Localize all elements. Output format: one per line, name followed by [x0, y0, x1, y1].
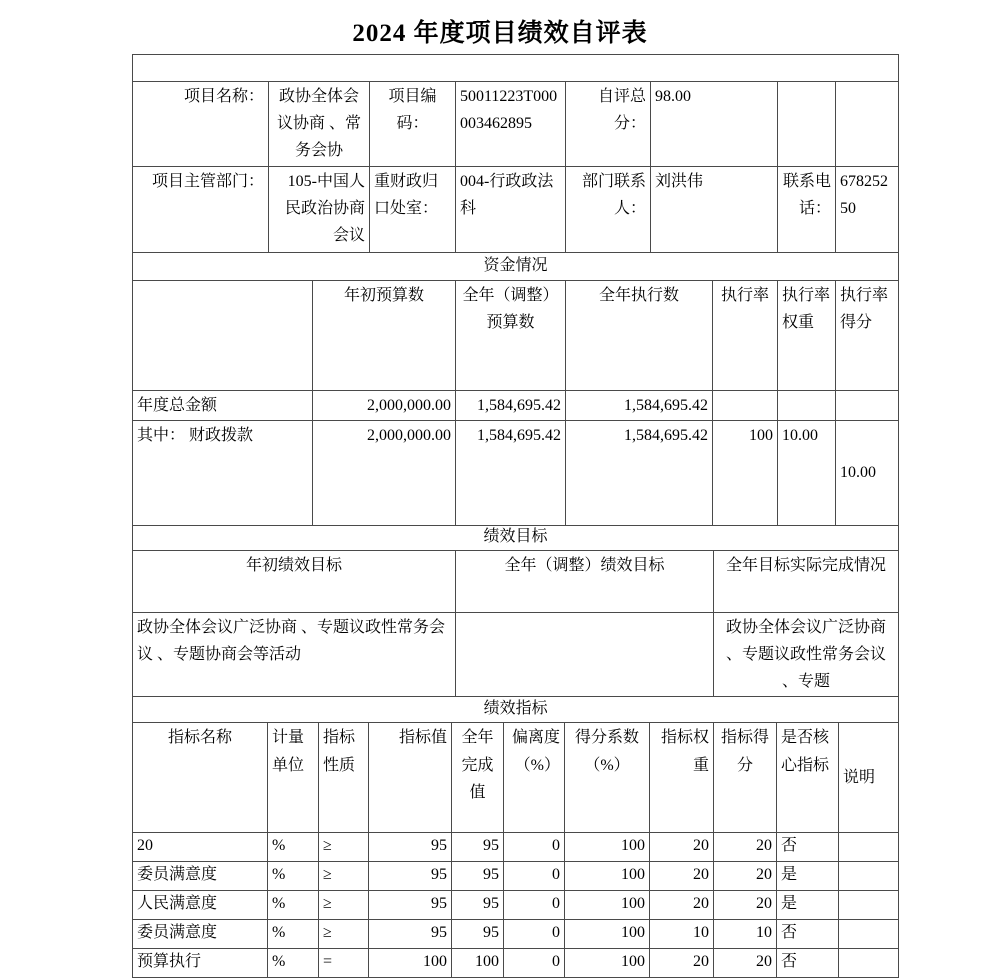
- goals-table: [132, 525, 899, 698]
- funding-executed: 1,584,695.42: [566, 420, 713, 525]
- funding-rate-score: 10.00: [836, 420, 899, 525]
- indicator-score: 10: [714, 920, 777, 949]
- indicator-coefficient: 100: [565, 833, 650, 862]
- initial-goal-cell: 政协全体会议广泛协商 、专题议政性常务会议 、专题协商会等活动: [133, 612, 456, 697]
- phone-label: 联系电话：: [778, 166, 836, 252]
- indicator-name: 委员满意度: [133, 920, 268, 949]
- indicator-core: 否: [777, 920, 839, 949]
- indicator-score: 20: [714, 862, 777, 891]
- self-score-label: 自评总分：: [566, 82, 651, 167]
- funding-row-total: [133, 390, 899, 420]
- indicator-row: [133, 920, 899, 949]
- indicator-weight: 20: [650, 949, 714, 978]
- dept-value: 105-中国人民政治协商会议: [269, 166, 370, 252]
- indicator-deviation: 0: [504, 949, 565, 978]
- self-score-value: 98.00: [651, 82, 778, 167]
- indicator-target: 100: [369, 949, 452, 978]
- indicator-coefficient: 100: [565, 862, 650, 891]
- indicator-header-note: 说明: [839, 723, 899, 833]
- indicator-deviation: 0: [504, 920, 565, 949]
- funding-header-rate: 执行率: [713, 280, 778, 390]
- indicator-unit: %: [268, 891, 319, 920]
- indicator-actual: 95: [452, 833, 504, 862]
- indicator-score: 20: [714, 949, 777, 978]
- indicator-unit: %: [268, 920, 319, 949]
- indicator-weight: 20: [650, 833, 714, 862]
- adjusted-goal-cell: [456, 612, 714, 697]
- indicator-nature: ≥: [319, 833, 369, 862]
- indicator-header-unit: 计量单位: [268, 723, 319, 833]
- indicators-header-row: [133, 723, 899, 833]
- funding-rate: [713, 390, 778, 420]
- funding-header-rate-weight: 执行率权重: [778, 280, 836, 390]
- indicator-unit: %: [268, 949, 319, 978]
- indicator-score: 20: [714, 891, 777, 920]
- spacer-row: [133, 55, 899, 82]
- indicator-nature: ≥: [319, 862, 369, 891]
- indicator-target: 95: [369, 862, 452, 891]
- funding-header-executed: 全年执行数: [566, 280, 713, 390]
- indicator-core: 否: [777, 833, 839, 862]
- info-empty-cell-2: [836, 82, 899, 167]
- indicator-row: [133, 833, 899, 862]
- project-info-row-1: [133, 82, 899, 167]
- indicator-actual: 95: [452, 891, 504, 920]
- actual-goal-cell: 政协全体会议广泛协商 、专题议政性常务会议 、专题: [714, 612, 899, 697]
- info-empty-cell-1: [778, 82, 836, 167]
- indicator-name: 委员满意度: [133, 862, 268, 891]
- project-code-label: 项目编码：: [370, 82, 456, 167]
- indicator-nature: =: [319, 949, 369, 978]
- indicator-header-deviation: 偏离度（%）: [504, 723, 565, 833]
- goals-header-adjusted: 全年（调整）绩效目标: [456, 550, 714, 612]
- indicator-target: 95: [369, 920, 452, 949]
- indicator-name: 预算执行: [133, 949, 268, 978]
- funding-header-adjusted: 全年（调整）预算数: [456, 280, 566, 390]
- indicator-core: 是: [777, 891, 839, 920]
- phone-value: 67825250: [836, 166, 899, 252]
- funding-section-row: [133, 252, 899, 280]
- indicator-note: [839, 891, 899, 920]
- indicator-weight: 20: [650, 891, 714, 920]
- project-info-table: [132, 81, 899, 253]
- indicator-note: [839, 833, 899, 862]
- funding-adjusted-budget: 1,584,695.42: [456, 390, 566, 420]
- funding-initial-budget: 2,000,000.00: [313, 420, 456, 525]
- indicator-actual: 100: [452, 949, 504, 978]
- indicator-target: 95: [369, 833, 452, 862]
- indicators-table: [132, 696, 899, 978]
- indicator-header-score: 指标得分: [714, 723, 777, 833]
- indicator-header-name: 指标名称: [133, 723, 268, 833]
- funding-row-fiscal: [133, 420, 899, 525]
- indicator-target: 95: [369, 891, 452, 920]
- indicators-section-row: [133, 697, 899, 723]
- indicator-deviation: 0: [504, 833, 565, 862]
- project-code-value: 50011223T000003462895: [456, 82, 566, 167]
- indicator-note: [839, 949, 899, 978]
- indicators-section-title: 绩效指标: [133, 697, 899, 723]
- indicator-actual: 95: [452, 920, 504, 949]
- indicator-header-weight: 指标权重: [650, 723, 714, 833]
- funding-header-rate-score: 执行率得分: [836, 280, 899, 390]
- indicator-row: [133, 949, 899, 978]
- goals-content-row: [133, 612, 899, 697]
- indicator-row: [133, 862, 899, 891]
- funding-executed: 1,584,695.42: [566, 390, 713, 420]
- spacer-cell: [133, 55, 899, 82]
- contact-value: 刘洪伟: [651, 166, 778, 252]
- indicator-actual: 95: [452, 862, 504, 891]
- funding-rate: 100: [713, 420, 778, 525]
- goals-header-row: [133, 550, 899, 612]
- indicator-coefficient: 100: [565, 891, 650, 920]
- indicator-name: 20: [133, 833, 268, 862]
- goals-header-initial: 年初绩效目标: [133, 550, 456, 612]
- goals-header-actual: 全年目标实际完成情况: [714, 550, 899, 612]
- indicator-row: [133, 891, 899, 920]
- funding-section-title: 资金情况: [133, 252, 899, 280]
- indicator-weight: 10: [650, 920, 714, 949]
- funding-header-initial: 年初预算数: [313, 280, 456, 390]
- indicator-name: 人民满意度: [133, 891, 268, 920]
- indicator-header-actual: 全年完成值: [452, 723, 504, 833]
- indicator-score: 20: [714, 833, 777, 862]
- funding-name: 其中： 财政拨款: [133, 420, 313, 525]
- indicator-unit: %: [268, 833, 319, 862]
- indicator-nature: ≥: [319, 891, 369, 920]
- project-info-row-2: [133, 166, 899, 252]
- funding-adjusted-budget: 1,584,695.42: [456, 420, 566, 525]
- finance-office-value: 004-行政政法科: [456, 166, 566, 252]
- indicator-deviation: 0: [504, 891, 565, 920]
- funding-name: 年度总金额: [133, 390, 313, 420]
- funding-header-empty: [133, 280, 313, 390]
- indicator-header-nature: 指标性质: [319, 723, 369, 833]
- funding-rate-weight: 10.00: [778, 420, 836, 525]
- funding-rate-weight: [778, 390, 836, 420]
- indicator-weight: 20: [650, 862, 714, 891]
- funding-header-row: [133, 280, 899, 390]
- indicator-note: [839, 920, 899, 949]
- funding-initial-budget: 2,000,000.00: [313, 390, 456, 420]
- funding-rate-score: [836, 390, 899, 420]
- project-name-label: 项目名称：: [133, 82, 269, 167]
- spacer-row-table: [132, 54, 899, 82]
- indicator-coefficient: 100: [565, 949, 650, 978]
- indicator-header-target: 指标值: [369, 723, 452, 833]
- page-title: 2024 年度项目绩效自评表: [352, 20, 648, 47]
- goals-section-title: 绩效目标: [133, 525, 899, 550]
- goals-section-row: [133, 525, 899, 550]
- finance-office-label: 重财政归口处室：: [370, 166, 456, 252]
- indicator-core: 是: [777, 862, 839, 891]
- indicator-core: 否: [777, 949, 839, 978]
- indicator-coefficient: 100: [565, 920, 650, 949]
- indicator-deviation: 0: [504, 862, 565, 891]
- indicator-unit: %: [268, 862, 319, 891]
- project-name-value: 政协全体会议协商 、常务会协: [269, 82, 370, 167]
- dept-label: 项目主管部门：: [133, 166, 269, 252]
- indicator-note: [839, 862, 899, 891]
- contact-label: 部门联系人：: [566, 166, 651, 252]
- indicator-nature: ≥: [319, 920, 369, 949]
- form-table: [132, 54, 898, 978]
- indicator-header-coefficient: 得分系数（%）: [565, 723, 650, 833]
- indicator-header-core: 是否核心指标: [777, 723, 839, 833]
- funding-table: [132, 252, 899, 526]
